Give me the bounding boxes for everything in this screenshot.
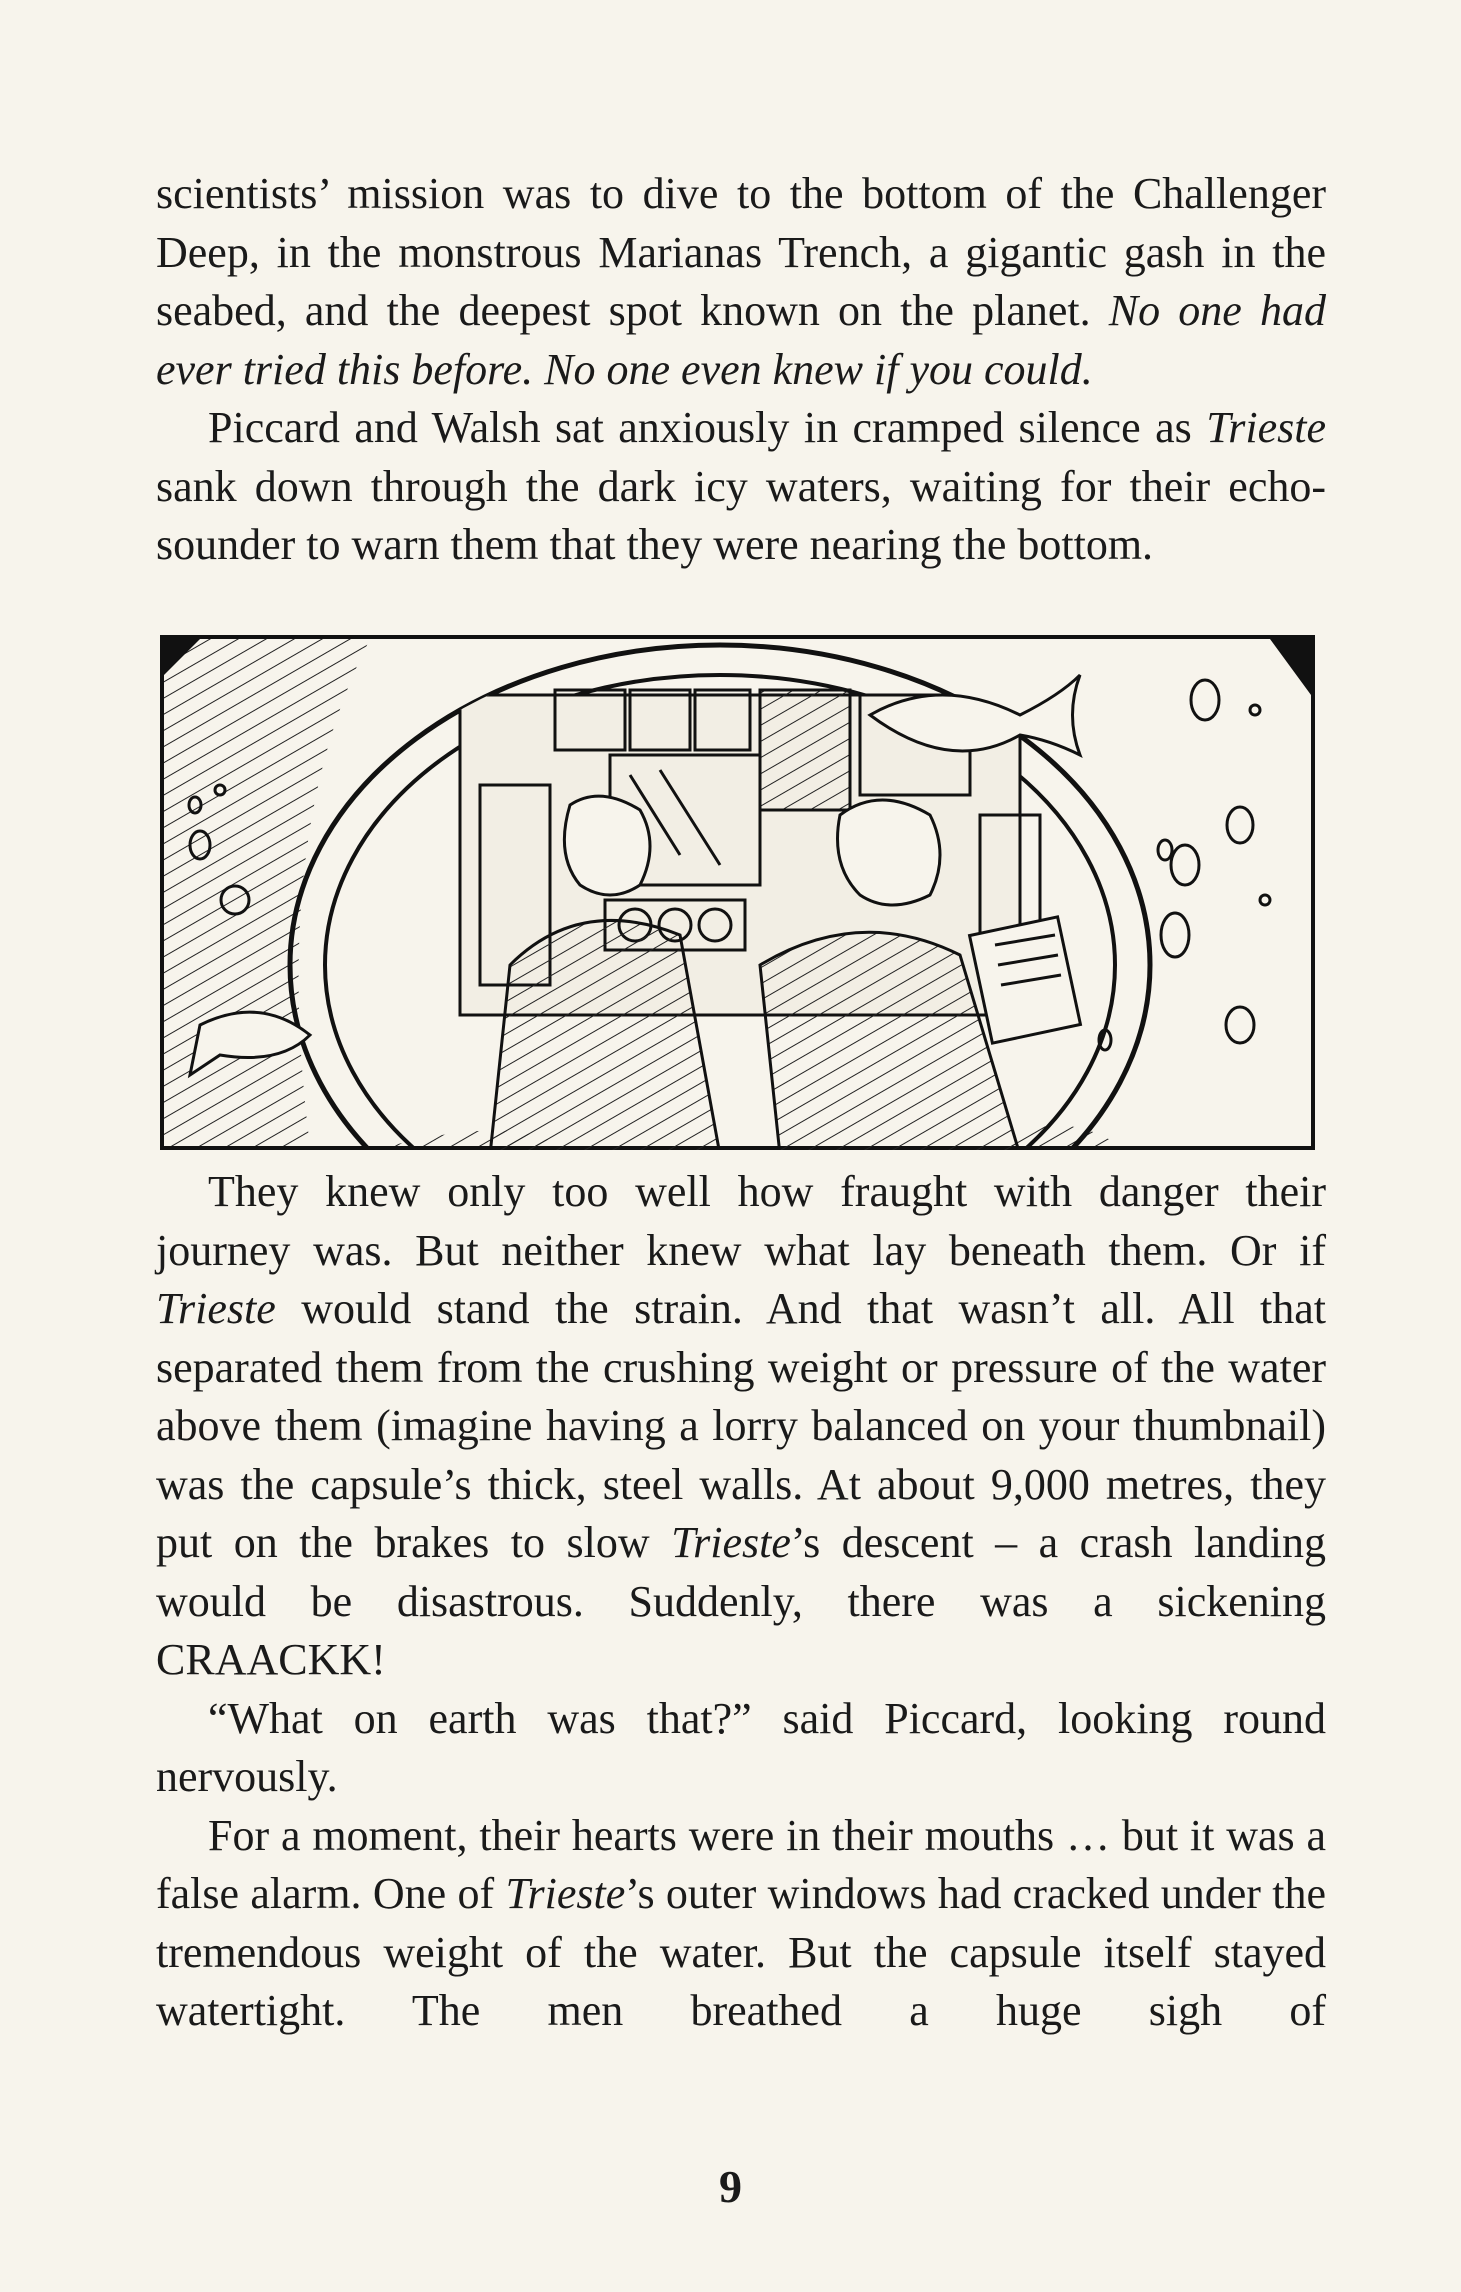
page-number: 9: [719, 2161, 742, 2212]
paragraph-5: For a moment, their hearts were in their mouths … but it was a false alarm. One of Trieste’s outer windows had cracked under the tremendous weight of the water. But the capsule itself stayed watertight. The men breathed a huge sigh of: [156, 1810, 1326, 2035]
paragraph-3: They knew only too well how fraught with danger their journey was. But neither knew what lay beneath them. Or if Trieste would stand the strain. And that wasn’t all. All that separated them from the crushing weight or pressure of the water above them (imagine having a lorry balanced on your thumbnail) was the capsule’s thick, steel walls. At about 9,000 metres, they put on the brakes to slow Trieste’s descent – a crash landing would be disastrous. Suddenly, there was a sickening CRAACKK!: [156, 1167, 1326, 1684]
paragraph-1: scientists’ mission was to dive to the bottom of the Challenger Deep, in the monstrous Marianas Trench, a gigantic gash in the seabed, and the deepest spot known on the planet. No one had ever tried this before. No one even knew if you could.: [156, 169, 1326, 394]
paragraph-4: “What on earth was that?” said Piccard, looking round nervously.: [156, 1693, 1326, 1801]
paragraph-2: Piccard and Walsh sat anxiously in cramped silence as Trieste sank down through the dark icy waters, waiting for their echo-sounder to warn them that they were nearing the bottom.: [156, 403, 1326, 569]
bottom-text-block: [156, 1163, 1326, 2041]
top-text-block: [156, 165, 1326, 575]
submarine-cabin-illustration: [160, 635, 1315, 1150]
